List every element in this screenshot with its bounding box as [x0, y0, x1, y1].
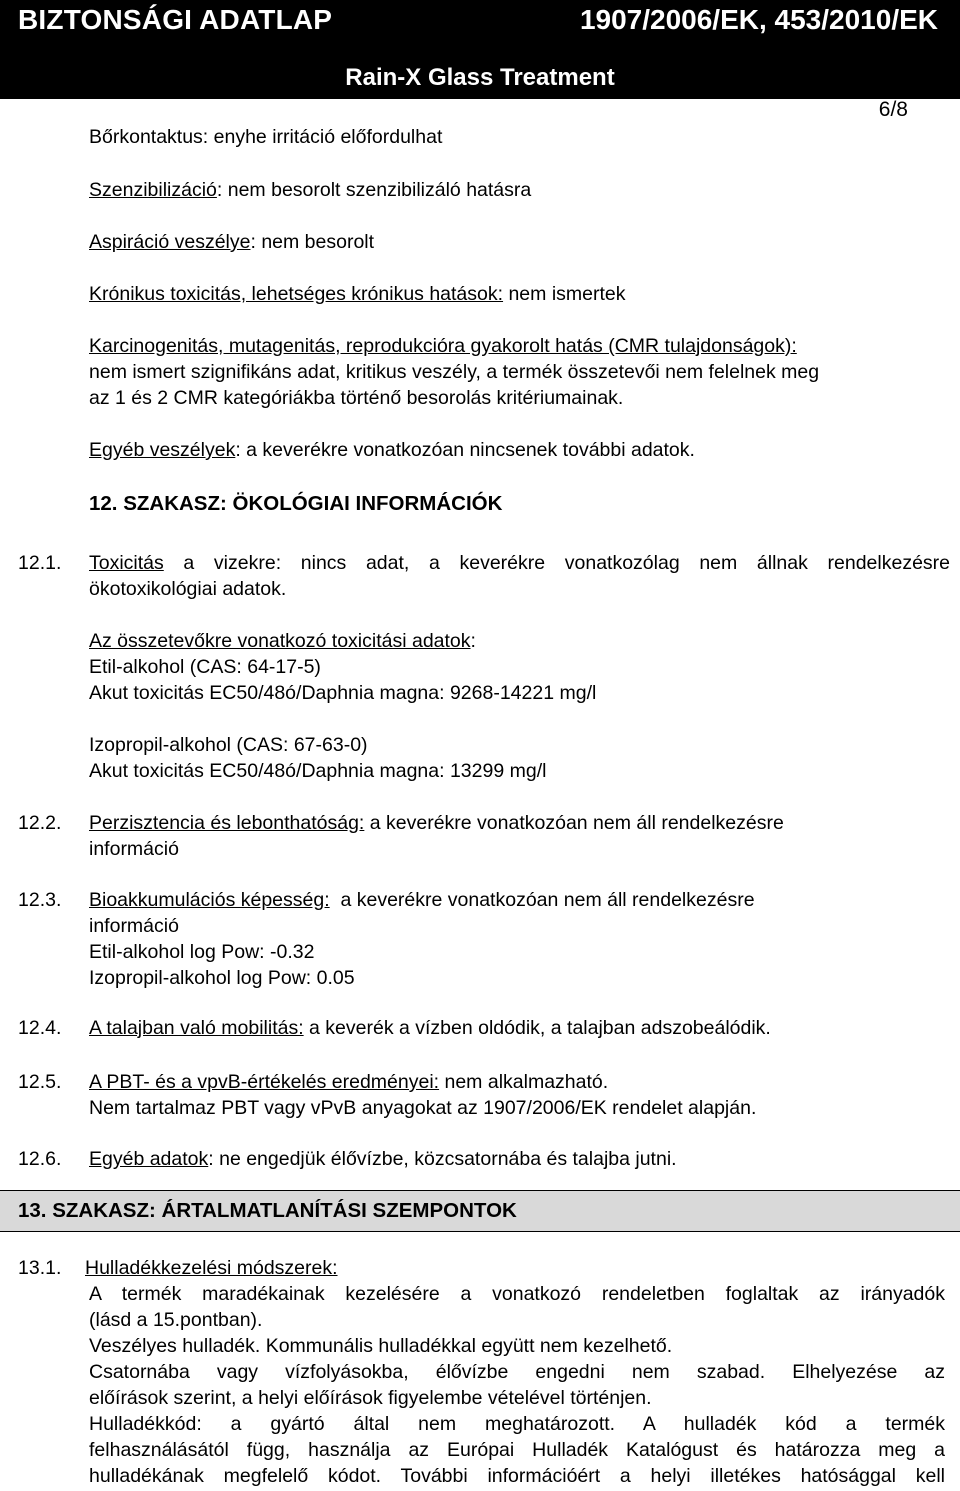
isopropanol-toxicity: Akut toxicitás EC50/48ó/Daphnia magna: 13299 mg/l [89, 760, 547, 782]
waste-methods-label: Hulladékkezelési módszerek: [85, 1257, 338, 1279]
cmr-label: Karcinogenitás, mutagenitás, reprodukcióra gyakorolt hatás (CMR tulajdonságok): [89, 335, 797, 357]
skin-contact-text: Bőrkontaktus: enyhe irritáció előfordulhat [89, 126, 443, 148]
waste-text-line-4: Csatornába vagy vízfolyásokba, élővízbe engedni nem szabad. Elhelyezése az [89, 1361, 945, 1383]
other-data-line [89, 1146, 677, 1172]
pbt-line [89, 1069, 608, 1095]
page-number: 6/8 [878, 98, 908, 121]
other-hazards-text: : a keverékre vonatkozóan nincsenek további adatok. [235, 439, 695, 461]
ethanol-toxicity: Akut toxicitás EC50/48ó/Daphnia magna: 9268-14221 mg/l [89, 682, 597, 704]
sensitization-line [89, 177, 531, 203]
waste-text-line-7: felhasználásától függ, használja az Európai Hulladék Katalógust és határozza meg a [89, 1439, 945, 1461]
waste-text-line-1: A termék maradékainak kezelésére a vonatkozó rendeletben foglaltak az irányadók [89, 1283, 945, 1305]
mobility-text: a keverék a vízben oldódik, a talajban adszobeálódik. [303, 1017, 771, 1039]
document-title: BIZTONSÁGI ADATLAP [18, 4, 333, 35]
pbt-label: A PBT- és a vpvB-értékelés eredményei: [89, 1071, 440, 1093]
component-toxicity-line [89, 628, 476, 654]
toxicity-line-2: ökotoxikológiai adatok. [89, 578, 287, 600]
bioaccumulation-line-2: információ [89, 915, 179, 937]
aspiration-label: Aspiráció veszélye [89, 231, 251, 253]
regulation-reference: 1907/2006/EK, 453/2010/EK [579, 4, 938, 35]
section-12-5-number: 12.5. [18, 1071, 62, 1093]
isopropanol-name: Izopropil-alkohol (CAS: 67-63-0) [89, 734, 368, 756]
waste-text-line-5: előírások szerint, a helyi előírások figyelembe vételével történjen. [89, 1387, 652, 1409]
section-13-1-number: 13.1. [18, 1257, 62, 1279]
component-toxicity-label: Az összetevőkre vonatkozó toxicitási adatok [89, 630, 471, 652]
chronic-toxicity-label: Krónikus toxicitás, lehetséges krónikus hatások: [89, 283, 504, 305]
bioaccumulation-line [89, 887, 755, 913]
persistence-label: Perzisztencia és lebonthatóság: [89, 812, 365, 834]
mobility-line [89, 1015, 771, 1041]
isopropanol-log-pow: Izopropil-alkohol log Pow: 0.05 [89, 967, 355, 989]
sensitization-text: : nem besorolt szenzibilizáló hatásra [216, 179, 532, 201]
ethanol-name: Etil-alkohol (CAS: 64-17-5) [89, 656, 321, 678]
other-data-label: Egyéb adatok [89, 1148, 209, 1170]
waste-text-line-6: Hulladékkód: a gyártó által nem meghatározott. A hulladék kód a termék [89, 1413, 945, 1435]
document-header [0, 0, 960, 99]
aspiration-text: : nem besorolt [250, 231, 375, 253]
cmr-text-line-3: az 1 és 2 CMR kategóriákba történő besorolás kritériumainak. [89, 387, 624, 409]
section-12-heading: 12. SZAKASZ: ÖKOLÓGIAI INFORMÁCIÓK [89, 492, 503, 515]
section-12-2-number: 12.2. [18, 812, 62, 834]
persistence-text: a keverékre vonatkozóan nem áll rendelkezésre [364, 812, 784, 834]
ethanol-log-pow: Etil-alkohol log Pow: -0.32 [89, 941, 315, 963]
mobility-label: A talajban való mobilitás: [89, 1017, 304, 1039]
persistence-line-2: információ [89, 838, 179, 860]
cmr-text-line-2: nem ismert szignifikáns adat, kritikus veszély, a termék összetevői nem felelnek meg [89, 361, 820, 383]
toxicity-label: Toxicitás [89, 552, 164, 574]
waste-text-line-2: (lásd a 15.pontban). [89, 1309, 263, 1331]
sensitization-label: Szenzibilizáció [89, 179, 217, 201]
product-name: Rain-X Glass Treatment [345, 64, 615, 91]
toxicity-text: a vizekre: nincs adat, a keverékre vonatkozólag nem állnak rendelkezésre [163, 552, 950, 574]
other-hazards-line [89, 437, 695, 463]
pbt-line-2: Nem tartalmaz PBT vagy vPvB anyagokat az 1907/2006/EK rendelet alapján. [89, 1097, 757, 1119]
aspiration-line [89, 229, 374, 255]
toxicity-line-1 [89, 550, 950, 576]
chronic-toxicity-text: nem ismertek [503, 283, 626, 305]
bioaccumulation-text: a keverékre vonatkozóan nem áll rendelkezésre [329, 889, 755, 911]
chronic-toxicity-line [89, 281, 626, 307]
pbt-text: nem alkalmazható. [439, 1071, 609, 1093]
section-13-heading: 13. SZAKASZ: ÁRTALMATLANÍTÁSI SZEMPONTOK [18, 1199, 517, 1222]
section-12-3-number: 12.3. [18, 889, 62, 911]
waste-text-line-8: hulladékának megfelelő kódot. További információért a helyi illetékes hatósággal kell [89, 1465, 945, 1487]
section-12-6-number: 12.6. [18, 1148, 62, 1170]
other-hazards-label: Egyéb veszélyek [89, 439, 236, 461]
section-13-heading-bar [0, 1190, 960, 1232]
other-data-text: : ne engedjük élővízbe, közcsatornába és talajba jutni. [208, 1148, 677, 1170]
section-12-1-number: 12.1. [18, 552, 62, 574]
persistence-line [89, 810, 784, 836]
bioaccumulation-label: Bioakkumulációs képesség: [89, 889, 330, 911]
section-12-4-number: 12.4. [18, 1017, 62, 1039]
component-toxicity-colon: : [470, 630, 476, 652]
waste-text-line-3: Veszélyes hulladék. Kommunális hulladékkal együtt nem kezelhető. [89, 1335, 673, 1357]
